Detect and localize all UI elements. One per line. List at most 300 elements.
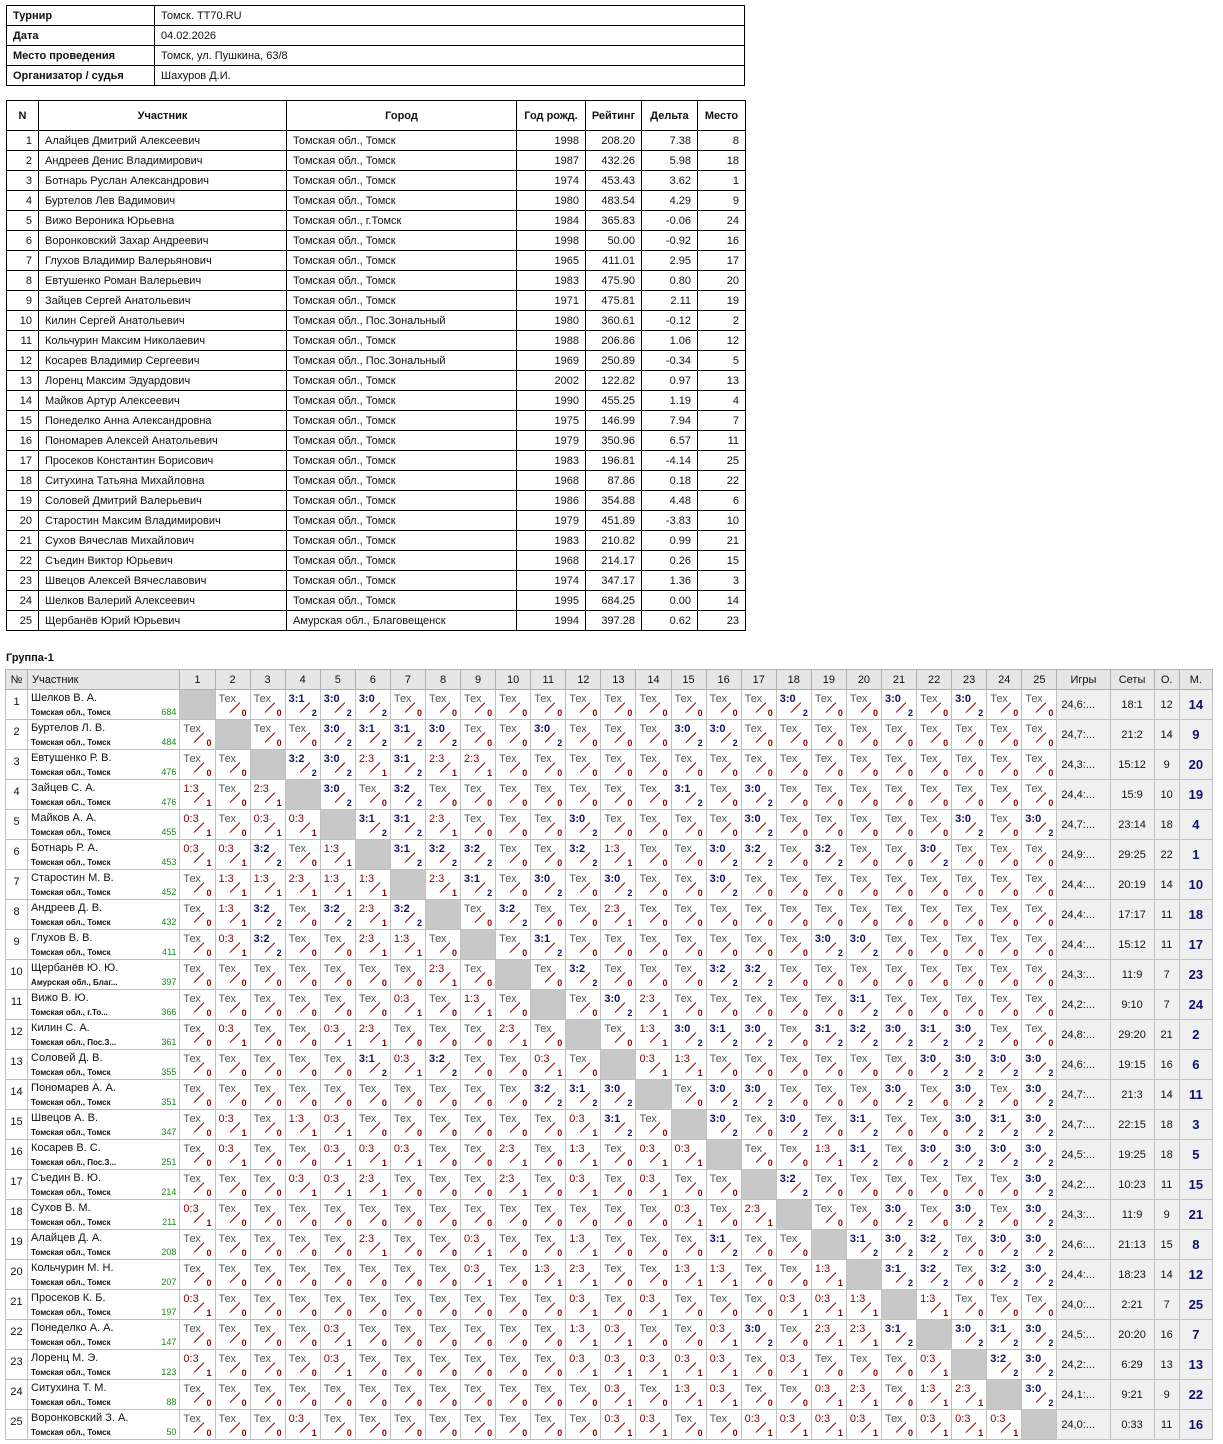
grid-diagonal-cell bbox=[811, 1230, 846, 1260]
grid-match-points: 2 bbox=[767, 858, 773, 868]
grid-result-cell bbox=[390, 1080, 425, 1110]
grid-result-cell bbox=[601, 990, 636, 1020]
grid-match-points: 0 bbox=[837, 888, 843, 898]
grid-result-cell bbox=[706, 1080, 741, 1110]
grid-score: Тех bbox=[1025, 873, 1043, 885]
grid-score: Тех bbox=[604, 753, 622, 765]
grid-score: 3:1 bbox=[849, 993, 866, 1005]
grid-match-points: 1 bbox=[416, 1068, 422, 1078]
grid-result-cell bbox=[601, 1170, 636, 1200]
grid-match-points: 0 bbox=[522, 738, 528, 748]
grid-score: Тех bbox=[744, 993, 763, 1005]
grid-score: Тех bbox=[604, 1023, 622, 1035]
grid-result-cell bbox=[846, 750, 881, 780]
grid-score: Тех bbox=[569, 1053, 587, 1065]
grid-result-cell bbox=[320, 1080, 355, 1110]
grid-match-points: 0 bbox=[557, 708, 563, 718]
grid-result-cell bbox=[180, 1170, 215, 1200]
grid-score: 3:1 bbox=[288, 693, 305, 705]
grid-result-cell bbox=[566, 1380, 601, 1410]
grid-score: Тех bbox=[779, 1053, 798, 1065]
grid-place: 2 bbox=[1179, 1020, 1212, 1050]
grid-result-cell bbox=[601, 1140, 636, 1170]
grid-sets: 11:9 bbox=[1110, 960, 1154, 990]
grid-match-points: 0 bbox=[592, 768, 598, 778]
grid-result-cell bbox=[250, 1230, 285, 1260]
grid-match-points: 0 bbox=[802, 1338, 808, 1348]
grid-match-points: 0 bbox=[276, 1248, 282, 1258]
grid-score: Тех bbox=[709, 753, 728, 765]
grid-row-number: 18 bbox=[6, 1200, 28, 1230]
grid-score: 3:1 bbox=[358, 723, 375, 735]
grid-match-points: 0 bbox=[487, 1428, 493, 1438]
grid-match-points: 2 bbox=[872, 1008, 878, 1018]
grid-result-cell bbox=[531, 1380, 566, 1410]
player-row bbox=[7, 151, 746, 171]
grid-match-points: 0 bbox=[662, 1338, 668, 1348]
grid-result-cell bbox=[390, 1020, 425, 1050]
player-number: 9 bbox=[7, 291, 39, 311]
grid-score: Тех bbox=[288, 1263, 307, 1275]
grid-result-cell bbox=[601, 690, 636, 720]
grid-match-points: 0 bbox=[522, 828, 528, 838]
grid-result-cell bbox=[566, 1350, 601, 1380]
grid-score: 0:3 bbox=[779, 1293, 796, 1305]
grid-result-cell bbox=[285, 840, 320, 870]
grid-match-points: 2 bbox=[1013, 1338, 1019, 1348]
grid-result-cell bbox=[355, 750, 390, 780]
player-place: 14 bbox=[698, 591, 746, 611]
grid-score: Тех bbox=[534, 1023, 552, 1035]
grid-games: 24,2:... bbox=[1057, 1350, 1110, 1380]
grid-result-cell bbox=[390, 1050, 425, 1080]
grid-result-cell bbox=[566, 720, 601, 750]
grid-result-cell bbox=[1022, 720, 1057, 750]
grid-match-points: 0 bbox=[697, 1098, 703, 1108]
grid-sets: 9:10 bbox=[1110, 990, 1154, 1020]
grid-score: Тех bbox=[253, 1233, 272, 1245]
grid-match-points: 2 bbox=[452, 738, 458, 748]
player-place: 25 bbox=[698, 451, 746, 471]
grid-score: 2:3 bbox=[358, 1173, 375, 1185]
grid-match-points: 1 bbox=[627, 918, 633, 928]
grid-match-points: 2 bbox=[872, 1158, 878, 1168]
grid-result-cell bbox=[355, 1260, 390, 1290]
grid-result-cell bbox=[601, 840, 636, 870]
grid-match-points: 2 bbox=[1048, 1368, 1054, 1378]
grid-match-points: 1 bbox=[241, 858, 247, 868]
grid-result-cell bbox=[566, 1200, 601, 1230]
grid-result-cell bbox=[917, 1200, 952, 1230]
grid-match-points: 0 bbox=[767, 1008, 773, 1018]
player-number: 25 bbox=[7, 611, 39, 631]
grid-result-cell bbox=[846, 810, 881, 840]
grid-match-points: 0 bbox=[627, 738, 633, 748]
grid-result-cell bbox=[881, 1050, 916, 1080]
grid-result-cell bbox=[952, 930, 987, 960]
grid-match-points: 0 bbox=[908, 828, 914, 838]
grid-match-points: 0 bbox=[943, 1218, 949, 1228]
grid-result-cell bbox=[390, 1410, 425, 1440]
grid-score: Тех bbox=[393, 1263, 412, 1275]
grid-match-points: 0 bbox=[908, 1368, 914, 1378]
grid-result-cell bbox=[601, 1260, 636, 1290]
grid-match-points: 0 bbox=[311, 1398, 317, 1408]
grid-match-points: 1 bbox=[206, 1218, 212, 1228]
grid-score: 1:3 bbox=[534, 1263, 550, 1275]
grid-match-points: 1 bbox=[662, 1188, 668, 1198]
grid-result-cell bbox=[636, 1140, 671, 1170]
grid-score: Тех bbox=[218, 1263, 236, 1275]
grid-match-points: 0 bbox=[802, 828, 808, 838]
grid-result-cell bbox=[215, 1200, 250, 1230]
grid-match-points: 0 bbox=[381, 1398, 387, 1408]
grid-result-cell bbox=[320, 990, 355, 1020]
grid-match-points: 2 bbox=[346, 798, 352, 808]
grid-match-points: 1 bbox=[837, 1278, 843, 1288]
grid-result-cell bbox=[355, 1140, 390, 1170]
grid-match-points: 1 bbox=[452, 828, 458, 838]
grid-match-points: 2 bbox=[522, 918, 528, 928]
grid-score: Тех bbox=[604, 723, 622, 735]
grid-result-cell bbox=[987, 990, 1022, 1020]
player-place: 5 bbox=[698, 351, 746, 371]
grid-score: 3:0 bbox=[884, 693, 901, 705]
grid-player-name: Щербанёв Ю. Ю. bbox=[31, 962, 119, 974]
grid-score: 3:0 bbox=[884, 1203, 901, 1215]
player-rating: 475.81 bbox=[586, 291, 642, 311]
grid-match-points: 0 bbox=[241, 1068, 247, 1078]
grid-score: Тех bbox=[920, 1203, 938, 1215]
grid-match-points: 0 bbox=[1048, 858, 1054, 868]
player-birth-year: 1983 bbox=[517, 271, 586, 291]
grid-result-cell bbox=[461, 1410, 496, 1440]
grid-result-cell bbox=[601, 870, 636, 900]
grid-result-cell bbox=[811, 810, 846, 840]
grid-score: Тех bbox=[604, 963, 622, 975]
grid-result-cell bbox=[1022, 1020, 1057, 1050]
grid-score: Тех bbox=[1025, 753, 1043, 765]
grid-score: 3:0 bbox=[955, 1023, 972, 1035]
grid-result-cell bbox=[917, 720, 952, 750]
player-name: Вижо Вероника Юрьевна bbox=[39, 211, 287, 231]
grid-result-cell bbox=[636, 1260, 671, 1290]
grid-result-cell bbox=[881, 1410, 916, 1440]
grid-result-cell bbox=[285, 990, 320, 1020]
grid-match-points: 0 bbox=[311, 1038, 317, 1048]
grid-diagonal-cell bbox=[566, 1020, 601, 1050]
grid-score: Тех bbox=[358, 1293, 377, 1305]
grid-result-cell bbox=[320, 1170, 355, 1200]
player-row bbox=[7, 511, 746, 531]
grid-match-points: 0 bbox=[381, 978, 387, 988]
grid-match-points: 0 bbox=[276, 1158, 282, 1168]
player-rating: 451.89 bbox=[586, 511, 642, 531]
grid-match-points: 0 bbox=[697, 708, 703, 718]
grid-score: Тех bbox=[499, 1113, 517, 1125]
grid-match-points: 1 bbox=[346, 1038, 352, 1048]
grid-result-cell bbox=[425, 1410, 460, 1440]
grid-result-cell bbox=[987, 870, 1022, 900]
grid-score: 0:3 bbox=[218, 1113, 234, 1125]
grid-score: Тех bbox=[534, 813, 552, 825]
player-birth-year: 1987 bbox=[517, 151, 586, 171]
grid-match-points: 0 bbox=[627, 1308, 633, 1318]
grid-score: Тех bbox=[884, 993, 903, 1005]
grid-match-points: 0 bbox=[697, 1008, 703, 1018]
grid-score: 0:3 bbox=[604, 1353, 620, 1365]
grid-row bbox=[6, 720, 1213, 750]
grid-result-cell bbox=[741, 1080, 776, 1110]
grid-result-cell bbox=[811, 900, 846, 930]
grid-score: 3:0 bbox=[884, 1083, 901, 1095]
grid-score: Тех bbox=[779, 1143, 798, 1155]
grid-row-number: 25 bbox=[6, 1410, 28, 1440]
grid-score: Тех bbox=[709, 783, 728, 795]
grid-result-cell bbox=[846, 1050, 881, 1080]
grid-match-points: 0 bbox=[452, 1428, 458, 1438]
player-place: 19 bbox=[698, 291, 746, 311]
grid-match-points: 0 bbox=[943, 918, 949, 928]
grid-place: 21 bbox=[1179, 1200, 1212, 1230]
grid-result-cell bbox=[636, 870, 671, 900]
grid-match-points: 0 bbox=[732, 1218, 738, 1228]
grid-score: 0:3 bbox=[779, 1413, 796, 1425]
grid-score: Тех bbox=[218, 1293, 236, 1305]
grid-result-cell bbox=[320, 840, 355, 870]
grid-result-cell bbox=[706, 870, 741, 900]
grid-score: Тех bbox=[955, 963, 973, 975]
grid-player-name: Евтушенко Р. В. bbox=[31, 752, 112, 764]
grid-score: 0:3 bbox=[569, 1113, 585, 1125]
info-row bbox=[7, 46, 745, 66]
grid-result-cell bbox=[917, 1050, 952, 1080]
grid-result-cell bbox=[636, 750, 671, 780]
grid-match-points: 0 bbox=[592, 1398, 598, 1408]
grid-result-cell bbox=[390, 1350, 425, 1380]
grid-result-cell bbox=[881, 690, 916, 720]
grid-place: 16 bbox=[1179, 1410, 1212, 1440]
player-number: 7 bbox=[7, 251, 39, 271]
grid-score: Тех bbox=[990, 1173, 1008, 1185]
grid-score: 1:3 bbox=[358, 873, 375, 885]
grid-place: 3 bbox=[1179, 1110, 1212, 1140]
grid-match-points: 0 bbox=[522, 888, 528, 898]
grid-score: 3:1 bbox=[393, 723, 410, 735]
grid-match-points: 0 bbox=[802, 1038, 808, 1048]
grid-score: Тех bbox=[779, 1383, 798, 1395]
grid-match-points: 0 bbox=[732, 768, 738, 778]
player-name: Шелков Валерий Алексеевич bbox=[39, 591, 287, 611]
grid-score: Тех bbox=[639, 873, 657, 885]
grid-result-cell bbox=[461, 1350, 496, 1380]
grid-row-number: 6 bbox=[6, 840, 28, 870]
grid-result-cell bbox=[320, 1260, 355, 1290]
player-place: 15 bbox=[698, 551, 746, 571]
grid-player-rating: 211 bbox=[162, 1217, 177, 1227]
tournament-info-table bbox=[6, 5, 745, 86]
grid-row bbox=[6, 1410, 1213, 1440]
grid-score: Тех bbox=[955, 1173, 973, 1185]
grid-match-points: 0 bbox=[522, 1098, 528, 1108]
grid-player-name: Ситухина Т. М. bbox=[31, 1382, 107, 1394]
grid-score: Тех bbox=[814, 1083, 833, 1095]
grid-match-points: 0 bbox=[732, 1428, 738, 1438]
grid-header-opponent: 6 bbox=[355, 670, 390, 690]
grid-score: 3:0 bbox=[323, 753, 340, 765]
grid-score: Тех bbox=[218, 693, 236, 705]
grid-score: Тех bbox=[849, 813, 868, 825]
grid-match-points: 0 bbox=[943, 1188, 949, 1198]
grid-score: 3:2 bbox=[499, 903, 516, 915]
grid-score: 2:3 bbox=[358, 753, 375, 765]
grid-diagonal-cell bbox=[706, 1140, 741, 1170]
grid-result-cell bbox=[776, 1050, 811, 1080]
grid-result-cell bbox=[846, 1170, 881, 1200]
grid-result-cell bbox=[811, 780, 846, 810]
grid-result-cell bbox=[531, 1080, 566, 1110]
grid-match-points: 2 bbox=[978, 1128, 984, 1138]
grid-match-points: 0 bbox=[767, 738, 773, 748]
player-delta: 6.57 bbox=[642, 431, 698, 451]
grid-result-cell bbox=[180, 1320, 215, 1350]
grid-result-cell bbox=[180, 1380, 215, 1410]
info-label: Место проведения bbox=[7, 46, 155, 66]
grid-score: Тех bbox=[323, 1293, 342, 1305]
grid-match-points: 0 bbox=[522, 948, 528, 958]
grid-match-points: 0 bbox=[416, 1218, 422, 1228]
grid-result-cell bbox=[917, 930, 952, 960]
grid-match-points: 0 bbox=[557, 768, 563, 778]
grid-result-cell bbox=[741, 1320, 776, 1350]
players-column-header: Дельта bbox=[642, 101, 698, 131]
grid-match-points: 1 bbox=[837, 1428, 843, 1438]
player-name: Воронковский Захар Андреевич bbox=[39, 231, 287, 251]
grid-match-points: 0 bbox=[872, 798, 878, 808]
grid-match-points: 0 bbox=[311, 918, 317, 928]
grid-player-cell bbox=[28, 1170, 180, 1200]
grid-score: 0:3 bbox=[849, 1413, 866, 1425]
grid-player-city: Томская обл., Томск bbox=[31, 1398, 111, 1407]
grid-match-points: 0 bbox=[557, 1218, 563, 1228]
grid-result-cell bbox=[180, 720, 215, 750]
grid-result-cell bbox=[776, 1170, 811, 1200]
grid-result-cell bbox=[706, 840, 741, 870]
grid-score: Тех bbox=[674, 873, 692, 885]
grid-score: Тех bbox=[709, 933, 728, 945]
grid-match-points: 0 bbox=[978, 1248, 984, 1258]
player-city: Томская обл., Пос.Зональный bbox=[287, 311, 517, 331]
grid-score: Тех bbox=[814, 903, 833, 915]
grid-match-points: 1 bbox=[381, 1158, 387, 1168]
grid-score: Тех bbox=[744, 1233, 763, 1245]
grid-header-num: № bbox=[6, 670, 28, 690]
grid-result-cell bbox=[671, 1170, 706, 1200]
grid-score: Тех bbox=[499, 843, 517, 855]
grid-match-points: 0 bbox=[311, 1008, 317, 1018]
grid-result-cell bbox=[425, 870, 460, 900]
player-row bbox=[7, 371, 746, 391]
grid-score: Тех bbox=[990, 1023, 1008, 1035]
grid-score: Тех bbox=[464, 1203, 482, 1215]
grid-result-cell bbox=[461, 1080, 496, 1110]
grid-result-cell bbox=[250, 870, 285, 900]
grid-score: 3:1 bbox=[884, 1263, 901, 1275]
player-number: 24 bbox=[7, 591, 39, 611]
grid-result-cell bbox=[390, 750, 425, 780]
player-number: 11 bbox=[7, 331, 39, 351]
grid-result-cell bbox=[566, 930, 601, 960]
grid-score: 0:3 bbox=[358, 1143, 375, 1155]
grid-result-cell bbox=[531, 720, 566, 750]
grid-result-cell bbox=[531, 780, 566, 810]
grid-result-cell bbox=[461, 1020, 496, 1050]
grid-place: 24 bbox=[1179, 990, 1212, 1020]
grid-match-points: 0 bbox=[452, 1308, 458, 1318]
grid-score: Тех bbox=[849, 1053, 868, 1065]
grid-score: Тех bbox=[534, 1383, 552, 1395]
grid-score: 3:0 bbox=[920, 1143, 936, 1155]
grid-result-cell bbox=[846, 840, 881, 870]
grid-score: Тех bbox=[499, 813, 517, 825]
grid-result-cell bbox=[390, 810, 425, 840]
player-birth-year: 1988 bbox=[517, 331, 586, 351]
grid-score: 0:3 bbox=[639, 1173, 655, 1185]
grid-score: Тех bbox=[253, 963, 272, 975]
grid-place: 25 bbox=[1179, 1290, 1212, 1320]
grid-match-points: 0 bbox=[346, 1308, 352, 1318]
grid-result-cell bbox=[776, 1380, 811, 1410]
grid-result-cell bbox=[987, 1230, 1022, 1260]
grid-result-cell bbox=[531, 690, 566, 720]
grid-match-points: 0 bbox=[311, 738, 317, 748]
grid-player-cell bbox=[28, 810, 180, 840]
grid-score: 1:3 bbox=[183, 783, 199, 795]
grid-score: Тех bbox=[849, 693, 868, 705]
grid-sets: 19:15 bbox=[1110, 1050, 1154, 1080]
grid-result-cell bbox=[215, 1140, 250, 1170]
grid-row-number: 19 bbox=[6, 1230, 28, 1260]
grid-result-cell bbox=[215, 810, 250, 840]
grid-result-cell bbox=[215, 990, 250, 1020]
grid-score: 0:3 bbox=[183, 1293, 199, 1305]
grid-score: Тех bbox=[884, 933, 903, 945]
grid-score: Тех bbox=[1025, 963, 1043, 975]
grid-result-cell bbox=[250, 1170, 285, 1200]
grid-match-points: 0 bbox=[802, 798, 808, 808]
grid-match-points: 0 bbox=[1013, 978, 1019, 988]
grid-games: 24,1:... bbox=[1057, 1380, 1110, 1410]
grid-player-city: Томская обл., Томск bbox=[31, 1098, 111, 1107]
grid-match-points: 0 bbox=[662, 978, 668, 988]
grid-match-points: 0 bbox=[662, 798, 668, 808]
grid-match-points: 0 bbox=[1013, 738, 1019, 748]
grid-score: 3:2 bbox=[534, 1083, 551, 1095]
grid-match-points: 0 bbox=[522, 1368, 528, 1378]
grid-sets: 9:21 bbox=[1110, 1380, 1154, 1410]
grid-result-cell bbox=[776, 1260, 811, 1290]
grid-points: 21 bbox=[1154, 1020, 1179, 1050]
grid-match-points: 2 bbox=[1048, 1278, 1054, 1288]
grid-score: 0:3 bbox=[674, 1353, 690, 1365]
grid-match-points: 0 bbox=[837, 1068, 843, 1078]
grid-header-row bbox=[6, 670, 1213, 690]
grid-player-rating: 351 bbox=[161, 1097, 177, 1107]
player-number: 3 bbox=[7, 171, 39, 191]
grid-sets: 15:9 bbox=[1110, 780, 1154, 810]
grid-score: Тех bbox=[428, 783, 447, 795]
grid-match-points: 0 bbox=[943, 888, 949, 898]
